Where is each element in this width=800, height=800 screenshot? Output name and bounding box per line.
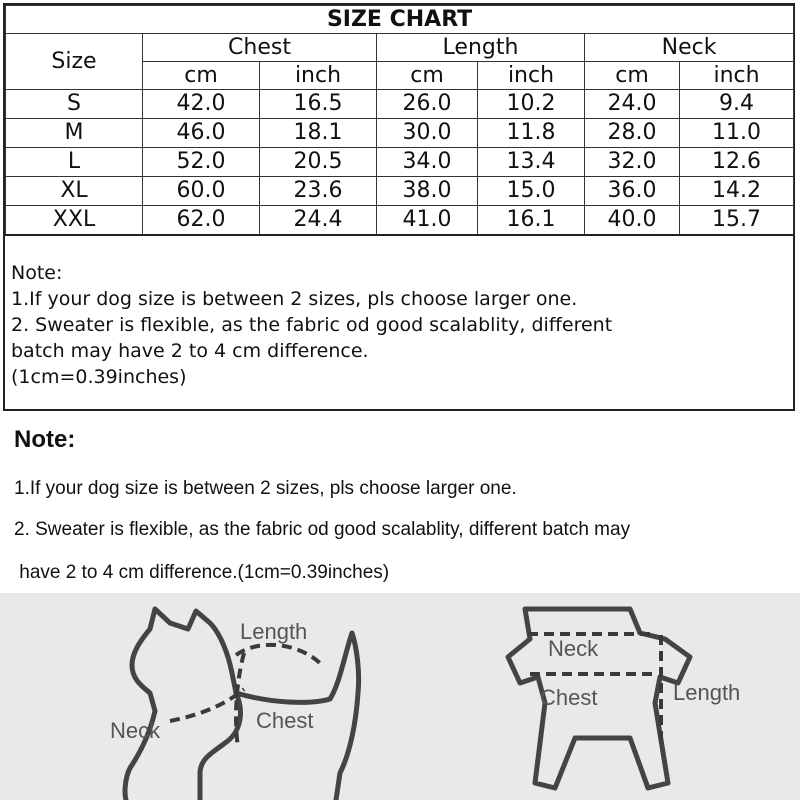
size-chart [3,3,795,411]
chest-header: Chest [143,34,377,62]
length-header: Length [377,34,585,62]
unit-header: inch [680,62,794,90]
table-cell: 13.4 [478,148,585,177]
table-cell: 11.8 [478,119,585,148]
note-heading: Note: [11,262,63,284]
table-cell: 38.0 [377,177,478,206]
unit-header: cm [377,62,478,90]
size-cell: XL [6,177,143,206]
table-cell: 24.4 [260,206,377,236]
note-line: 2. Sweater is flexible, as the fabric od good scalablity, different [11,314,613,336]
table-cell: 41.0 [377,206,478,236]
table-cell: 32.0 [585,148,680,177]
neck-header: Neck [585,34,794,62]
size-cell: S [6,90,143,119]
table-cell: 20.5 [260,148,377,177]
lower-note-line: 2. Sweater is flexible, as the fabric od good scalablity, different batch may [14,519,631,540]
lower-note-line: have 2 to 4 cm difference.(1cm=0.39inches) [14,562,390,583]
table-cell: 9.4 [680,90,794,119]
chart-note [11,260,612,390]
table-cell: 30.0 [377,119,478,148]
table-cell: 24.0 [585,90,680,119]
table-cell: 52.0 [143,148,260,177]
table-row [6,90,794,119]
table-cell: 16.5 [260,90,377,119]
sweater-length-label: Length [673,680,741,705]
unit-header: inch [260,62,377,90]
lower-note-line: 1.If your dog size is between 2 sizes, pls choose larger one. [14,478,517,499]
table-cell: 16.1 [478,206,585,236]
table-row [6,177,794,206]
size-chart-table [5,5,794,236]
table-cell: 60.0 [143,177,260,206]
table-cell: 15.7 [680,206,794,236]
sweater-chest-label: Chest [540,685,598,710]
unit-header: cm [585,62,680,90]
table-cell: 40.0 [585,206,680,236]
size-cell: M [6,119,143,148]
measurement-illustration [0,593,800,800]
size-cell: XXL [6,206,143,236]
note-line: batch may have 2 to 4 cm difference. [11,340,369,362]
dog-neck-label: Neck [110,718,161,743]
note-line: (1cm=0.39inches) [11,366,187,388]
table-cell: 23.6 [260,177,377,206]
unit-header: cm [143,62,260,90]
table-cell: 14.2 [680,177,794,206]
unit-header: inch [478,62,585,90]
table-cell: 18.1 [260,119,377,148]
sweater-neck-label: Neck [548,636,599,661]
table-row [6,148,794,177]
table-row [6,206,794,236]
measurement-diagram [0,593,800,800]
chart-title: SIZE CHART [6,6,794,34]
dog-length-label: Length [240,619,308,644]
size-column-header: Size [6,34,143,90]
table-cell: 34.0 [377,148,478,177]
dog-chest-label: Chest [256,708,314,733]
table-cell: 42.0 [143,90,260,119]
table-cell: 11.0 [680,119,794,148]
table-cell: 46.0 [143,119,260,148]
lower-note-title: Note: [14,426,76,453]
size-cell: L [6,148,143,177]
table-cell: 36.0 [585,177,680,206]
note-line: 1.If your dog size is between 2 sizes, pls choose larger one. [11,288,578,310]
table-cell: 10.2 [478,90,585,119]
table-cell: 26.0 [377,90,478,119]
table-cell: 15.0 [478,177,585,206]
table-cell: 12.6 [680,148,794,177]
table-row [6,119,794,148]
table-cell: 62.0 [143,206,260,236]
lower-note [14,424,794,583]
table-cell: 28.0 [585,119,680,148]
